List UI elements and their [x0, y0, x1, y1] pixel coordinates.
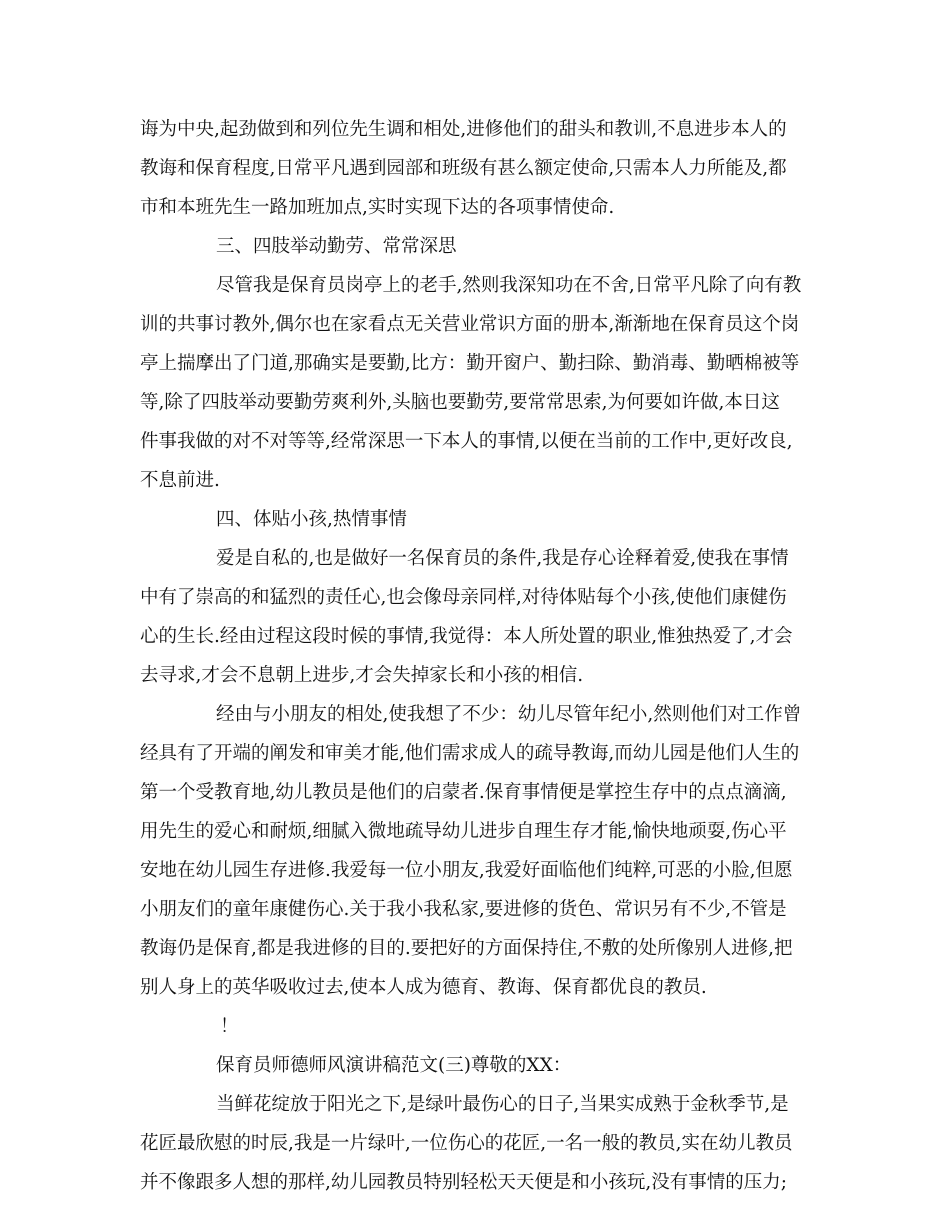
text-line: 训的共事讨教外,偶尔也在家看点无关营业常识方面的册本,渐渐地在保育员这个岗 — [140, 314, 800, 335]
exclamation-mark: ！ — [220, 1016, 239, 1037]
text-line: 不息前进. — [140, 470, 220, 491]
text-line: 安地在幼儿园生存进修.我爱每一位小朋友,我爱好面临他们纯粹,可恶的小脸,但愿 — [140, 860, 793, 881]
text-line: 别人身上的英华吸收过去,使本人成为德育、教诲、保育都优良的教员. — [140, 977, 707, 998]
section-heading: 三、四肢举动勤劳、常常深思 — [216, 236, 457, 257]
text-line: 市和本班先生一路加班加点,实时实现下达的各项事情使命. — [140, 197, 615, 218]
section-heading: 四、体贴小孩,热情事情 — [216, 509, 407, 530]
text-line: 教诲仍是保育,都是我进修的目的.要把好的方面保持住,不敷的处所像别人进修,把 — [140, 938, 793, 959]
text-line: 当鲜花绽放于阳光之下,是绿叶最伤心的日子,当果实成熟于金秋季节,是 — [216, 1094, 789, 1115]
text-line: 诲为中央,起劲做到和列位先生调和相处,进修他们的甜头和教训,不息进步本人的 — [140, 119, 787, 140]
speech-title: 保育员师德师风演讲稿范文(三)尊敬的XX： — [216, 1055, 572, 1076]
text-line: 教诲和保育程度,日常平凡遇到园部和班级有甚么额定使命,只需本人力所能及,都 — [140, 158, 787, 179]
text-line: 花匠最欣慰的时辰,我是一片绿叶,一位伤心的花匠,一名一般的教员,实在幼儿教员 — [140, 1133, 793, 1154]
text-line: 第一个受教育地,幼儿教员是他们的启蒙者.保育事情便是掌控生存中的点点滴滴, — [140, 782, 787, 803]
text-line: 小朋友们的童年康健伤心.关于我小我私家,要进修的货色、常识另有不少,不管是 — [140, 899, 787, 920]
text-line: 用先生的爱心和耐烦,细腻入微地疏导幼儿进步自理生存才能,愉快地顽耍,伤心平 — [140, 821, 787, 842]
text-line: 经由与小朋友的相处,使我想了不少：幼儿尽管年纪小,然则他们对工作曾 — [216, 704, 802, 725]
text-line: 经具有了开端的阐发和审美才能,他们需求成人的疏导教诲,而幼儿园是他们人生的 — [140, 743, 800, 764]
text-line: 件事我做的对不对等等,经常深思一下本人的事情,以便在当前的工作中,更好改良, — [140, 431, 793, 452]
text-line: 亭上揣摩出了门道,那确实是要勤,比方：勤开窗户、勤扫除、勤消毒、勤晒棉被等 — [140, 353, 800, 374]
text-line: 尽管我是保育员岗亭上的老手,然则我深知功在不舍,日常平凡除了向有教 — [216, 275, 802, 296]
text-line: 心的生长.经由过程这段时候的事情,我觉得：本人所处置的职业,惟独热爱了,才会 — [140, 626, 793, 647]
document-body — [140, 110, 822, 1202]
text-line: 爱是自私的,也是做好一名保育员的条件,我是存心诠释着爱,使我在事情 — [216, 548, 789, 569]
text-line: 等,除了四肢举动要勤劳爽利外,头脑也要勤劳,要常常思索,为何要如许做,本日这 — [140, 392, 780, 413]
text-line: 中有了崇高的和猛烈的责任心,也会像母亲同样,对待体贴每个小孩,使他们康健伤 — [140, 587, 787, 608]
text-line: 并不像跟多人想的那样,幼儿园教员特别轻松天天便是和小孩玩,没有事情的压力; — [140, 1172, 787, 1193]
text-line: 去寻求,才会不息朝上进步,才会失掉家长和小孩的相信. — [140, 665, 584, 686]
